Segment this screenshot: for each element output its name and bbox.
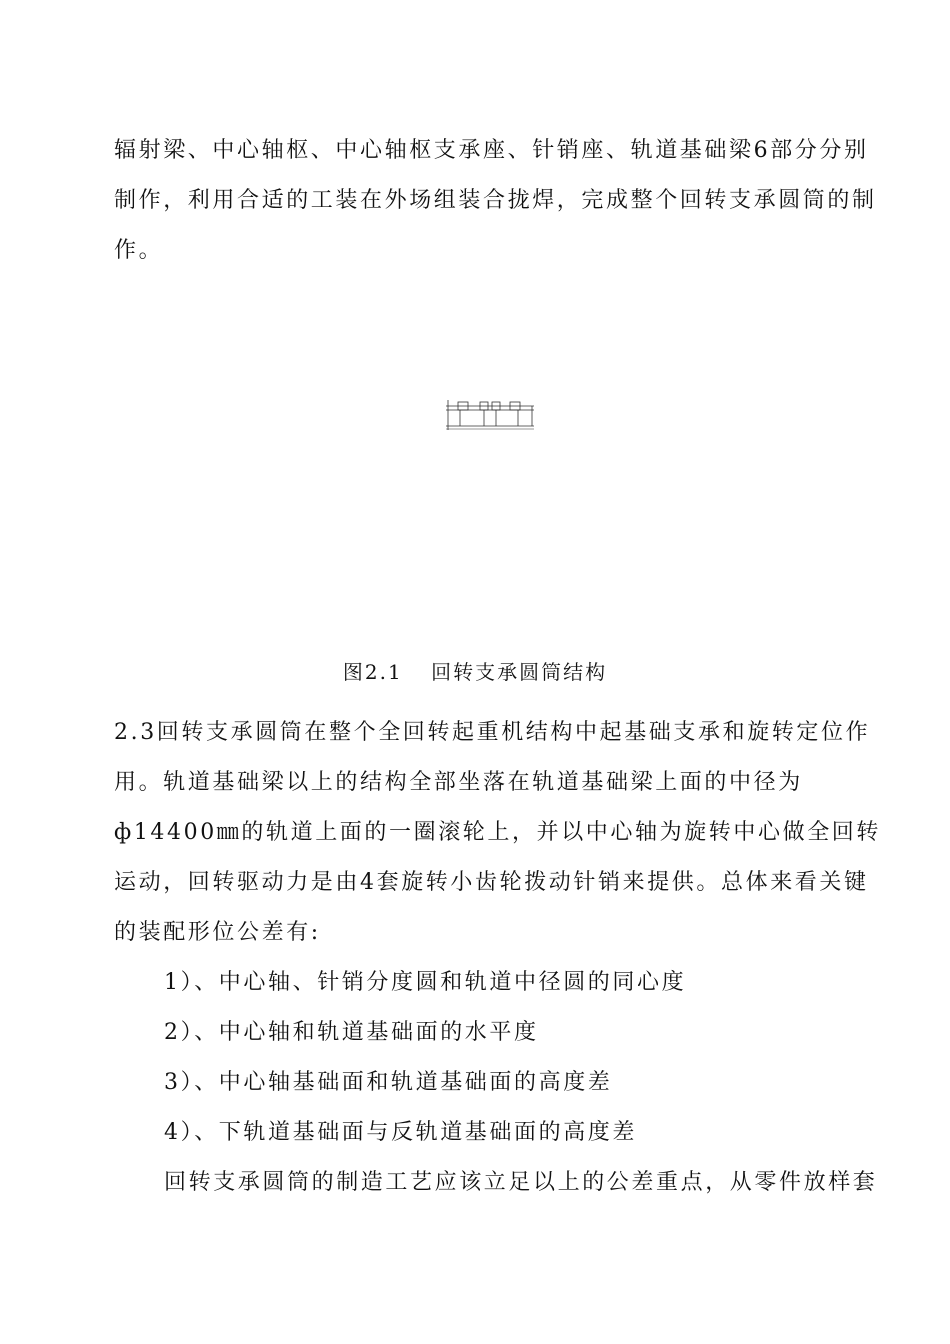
tolerance-item-4: 4）、下轨道基础面与反轨道基础面的高度差 bbox=[164, 1120, 637, 1145]
closing-line: 回转支承圆筒的制造工艺应该立足以上的公差重点，从零件放样套 bbox=[164, 1170, 878, 1195]
intro-line-1: 辐射梁、中心轴枢、中心轴枢支承座、针销座、轨道基础梁6部分分别 bbox=[114, 138, 869, 163]
section-line-2: 用。轨道基础梁以上的结构全部坐落在轨道基础梁上面的中径为 bbox=[114, 770, 803, 795]
tolerance-item-1: 1）、中心轴、针销分度圆和轨道中径圆的同心度 bbox=[164, 970, 687, 995]
section-line-4: 运动，回转驱动力是由4套旋转小齿轮拨动针销来提供。总体来看关键 bbox=[114, 870, 869, 895]
section-line-5: 的装配形位公差有: bbox=[114, 920, 321, 945]
figure-number: 图2.1 bbox=[342, 660, 403, 684]
tolerance-item-3: 3）、中心轴基础面和轨道基础面的高度差 bbox=[164, 1070, 613, 1095]
figure-caption bbox=[0, 656, 950, 685]
figure-title: 回转支承圆筒结构 bbox=[431, 660, 608, 684]
tolerance-item-2: 2）、中心轴和轨道基础面的水平度 bbox=[164, 1020, 539, 1045]
intro-line-2: 制作，利用合适的工装在外场组装合拢焊，完成整个回转支承圆筒的制 bbox=[114, 188, 877, 213]
structure-drawing bbox=[444, 396, 536, 432]
intro-line-3: 作。 bbox=[114, 238, 164, 263]
section-line-1: 2.3回转支承圆筒在整个全回转起重机结构中起基础支承和旋转定位作 bbox=[114, 720, 871, 745]
section-line-3: ф14400㎜的轨道上面的一圈滚轮上，并以中心轴为旋转中心做全回转 bbox=[114, 820, 882, 845]
